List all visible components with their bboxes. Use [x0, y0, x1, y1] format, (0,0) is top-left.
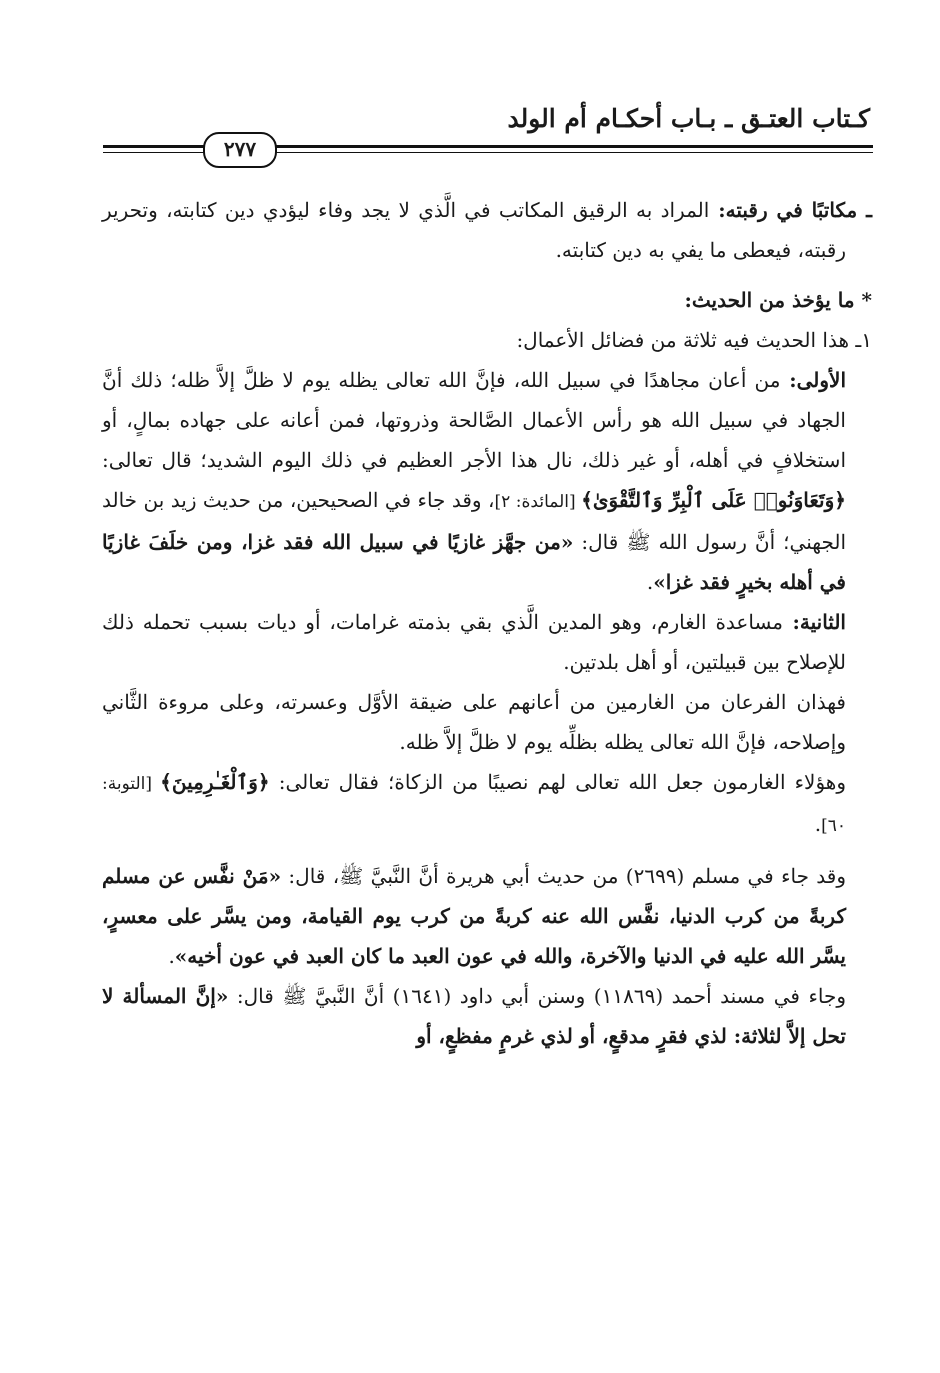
paragraph-zakat-share	[102, 762, 872, 846]
paragraph-ahmad-hadith	[102, 976, 872, 1056]
zakat-end: .	[814, 812, 822, 836]
term-label: ـ مكاتبًا في رقبته:	[709, 198, 872, 222]
paragraph-muslim-hadith	[102, 856, 872, 976]
first-virtue-end: .	[646, 570, 654, 594]
page-number: ٢٧٧	[203, 132, 277, 168]
term-definition: المراد به الرقيق المكاتب في الَّذي لا يجد وفاء ليؤدي دين كتابته، وتحرير رقبته، فيعطى ما يفي به دين كتابته.	[102, 198, 846, 262]
muslim-intro: وقد جاء في مسلم (٢٦٩٩) من حديث أبي هريرة أنَّ النَّبيَّ ﷺ، قال:	[281, 864, 846, 888]
paragraph-second-virtue	[102, 602, 872, 682]
paragraph-first-virtue	[102, 360, 872, 602]
first-virtue-text-continued: ، وقد جاء في الصحيحين، من حديث زيد بن خالد الجهني؛ أنَّ رسول الله ﷺ قال:	[102, 488, 847, 554]
quran-verse-tawbah: ﴿وَٱلْغَـٰرِمِينَ﴾	[160, 770, 270, 794]
second-virtue-label: الثانية:	[783, 610, 846, 634]
zakat-text: وهؤلاء الغارمون جعل الله تعالى لهم نصيبًا من الزكاة؛ فقال تعالى:	[269, 770, 846, 794]
first-virtue-text: من أعان مجاهدًا في سبيل الله، فإنَّ الله تعالى يظله يوم لا ظلَّ إلاَّ ظله؛ ذلك أنَّ الجهاد في سبيل الله هو رأس الأعمال الصَّالحة وذروتها، فمن أعانه على جهاده بمالٍ، أو استخلافٍ في أهله، أو غير ذلك، نال هذا الأجر العظيم في ذلك اليوم الشديد؛ قال تعالى:	[102, 368, 846, 472]
quran-verse-maidah: ﴿وَتَعَاوَنُوا۟ عَلَى ٱلْبِرِّ وَٱلتَّقْوَىٰ﴾	[581, 488, 846, 512]
hadith-equipping-fighter: «من جهَّز غازيًا في سبيل الله فقد غزا، ومن خلَفَ غازيًا في أهله بخيرٍ فقد غزا»	[102, 530, 846, 594]
hadith-relieving-distress: «مَنْ نفَّس عن مسلم كربةً من كرب الدنيا، نفَّس الله عنه كربةً من كرب يوم القيامة، ومن يسَّر على معسرٍ، يسَّر الله عليه في الدنيا والآخرة، والله في عون العبد ما كان العبد في عون أخيه»	[102, 864, 846, 968]
page-body	[102, 190, 872, 1056]
paragraph-mukataban	[102, 190, 872, 270]
first-virtue-label: الأولى:	[780, 368, 847, 392]
muslim-end: .	[168, 944, 175, 968]
second-virtue-text: مساعدة الغارم، وهو المدين الَّذي بقي بذمته غرامات، أو ديات بسبب تحمله ذلك للإصلاح بين قبيلتين، أو أهل بلدتين.	[102, 610, 846, 674]
ahmad-intro: وجاء في مسند أحمد (١١٨٦٩) وسنن أبي داود (١٦٤١) أنَّ النَّبيَّ ﷺ قال:	[228, 984, 847, 1008]
numbered-item-1: ١ـ هذا الحديث فيه ثلاثة من فضائل الأعمال:	[516, 328, 872, 352]
verse-reference-tawbah: [التوبة: ٦٠]	[102, 774, 846, 836]
hadith-asking-permissible: «إنَّ المسألة لا تحل إلاَّ لثلاثة: لذي فقرٍ مدقعٍ، أو لذي غرمٍ مفظعٍ، أو	[102, 984, 846, 1048]
section-heading: * ما يؤخذ من الحديث:	[684, 288, 872, 312]
verse-reference-maidah: [المائدة: ٢]	[494, 492, 582, 512]
paragraph-two-branches: فهذان الفرعان من الغارمين من أعانهم على ضيقة الأوَّل وعسرته، وعلى مروءة الثَّاني وإصلاحه، فإنَّ الله تعالى يظله بظلِّه يوم لا ظلَّ إلاَّ ظله.	[102, 690, 846, 754]
running-header-title: كـتاب العتـق ـ بـاب أحكـام أم الولد	[507, 104, 870, 133]
